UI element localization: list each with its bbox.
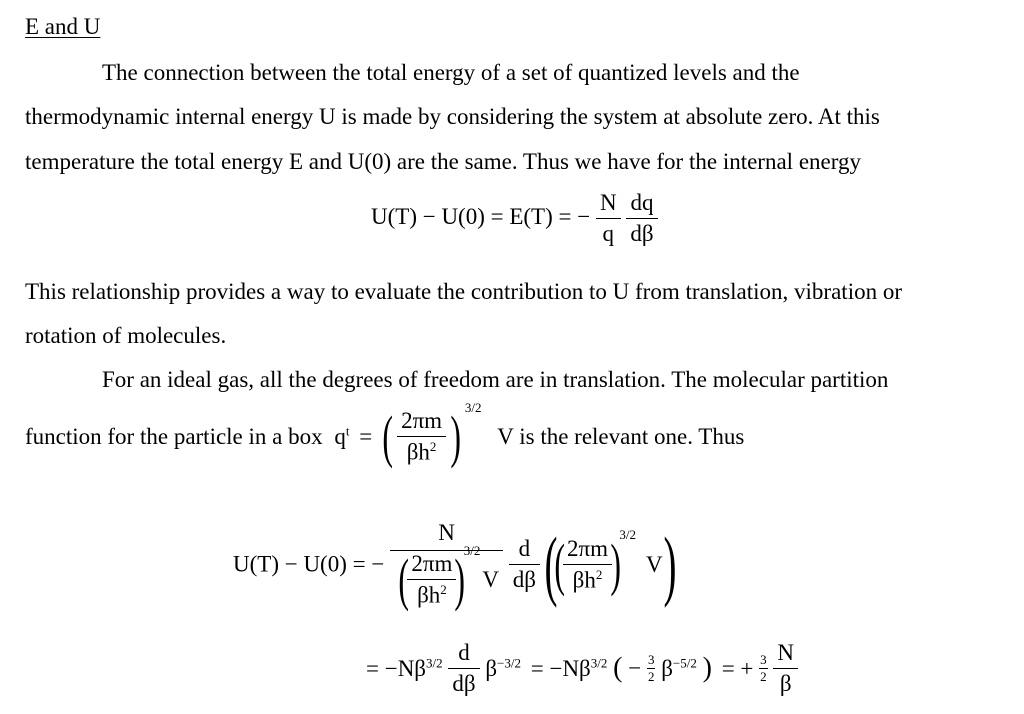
paragraph-3-line-2 [25,399,745,469]
eq3-exp2: −3/2 [497,655,521,671]
eq1-frac1-num: N [596,190,621,219]
qt-close-paren: ) [450,404,461,469]
equation-energy-relation [371,190,658,247]
equation-internal-energy-derivation [233,520,683,612]
eq2-lhs: U(T) − U(0) = − [233,551,385,577]
eq3-exp4: −5/2 [672,655,697,671]
paragraph-1-line-3: temperature the total energy E and U(0) are the same. Thus we have for the internal energy [25,149,861,174]
eq2-big-fraction [390,520,503,612]
eq3-exp1: 3/2 [426,655,443,671]
eq3-derivative [448,640,479,697]
eq2-rhs-den [563,565,612,594]
eq3-d-num: d [448,640,479,669]
eq2-big-den [390,542,503,612]
paragraph-2-line-1: This relationship provides a way to evaluate the contribution to U from translation, vibration or [25,279,902,304]
eq3-frac-den: 2 [647,669,655,684]
eq3-frac2-num: 3 [760,652,767,667]
eq3-frac-num: 3 [647,652,655,667]
eq2-rhs-num: 2πm [563,536,612,565]
eq2-den-exponent: 3/2 [463,542,481,558]
eq3-three-halves-2 [759,652,768,685]
eq3-beta: β [485,655,498,681]
eq2-inner-close-paren: ) [610,531,622,597]
qt-den [397,437,446,466]
eq3-mid-text: = −Nβ [530,655,591,681]
eq3-prefix-text: = −Nβ [366,655,427,681]
eq2-den-close-paren: ) [454,547,466,612]
eq3-paren-close: ) [702,652,712,684]
eq2-inner-open-paren: ( [554,531,565,597]
eq2-d-num: d [509,536,540,565]
eq3-final-num: N [773,640,798,669]
eq2-den-v: V [482,567,499,592]
eq1-lhs: U(T) − U(0) = E(T) = − [371,203,591,229]
eq1-frac1-den: q [602,221,615,246]
eq3-frac2-den: 2 [760,669,767,684]
qt-den-sup: 2 [429,439,437,455]
eq2-outer-close-paren: ) [663,520,677,608]
equation-final-result [366,640,798,697]
eq3-final-den: β [779,671,792,696]
section-heading: E and U [25,14,101,39]
eq3-d-den: dβ [452,671,476,696]
qt-equals: = [359,424,373,449]
qt-sup-t: t [345,423,350,439]
eq2-den-open-paren: ( [398,547,410,612]
eq2-inner-num: 2πm [407,551,456,580]
eq3-beta-term [485,656,521,681]
eq3-beta2-term [661,656,697,681]
eq1-frac2-num: dq [626,190,657,219]
qt-den-base: βh [406,439,430,465]
paragraph-2-line-2: rotation of molecules. [25,323,227,348]
eq3-neg-sign: − [628,655,642,681]
eq1-fraction-derivative [626,190,657,247]
eq2-rhs-fraction [563,536,612,594]
eq2-rhs-den-sup: 2 [595,566,603,582]
qt-num: 2πm [397,408,446,437]
paragraph-3-line-1: For an ideal gas, all the degrees of freedom are in translation. The molecular partition [102,367,889,392]
qt-exponent: 3/2 [464,399,482,415]
eq3-three-halves [647,652,656,685]
eq2-derivative [509,536,540,593]
qt-fraction [397,408,446,466]
eq2-outer-open-paren: ( [544,520,558,608]
paragraph-1-line-2: thermodynamic internal energy U is made by considering the system at absolute zero. At this [25,104,880,129]
eq2-inner-fraction [407,551,456,609]
eq2-rhs-den-base: βh [572,567,596,593]
paragraph-1-line-1: The connection between the total energy of a set of quantized levels and the [102,60,800,85]
eq3-n-over-beta [773,640,798,697]
eq1-frac2-den: dβ [630,221,654,246]
eq3-paren-open: ( [613,652,623,684]
p3-line2-post: V is the relevant one. Thus [497,424,745,449]
eq2-inner-den-base: βh [417,582,441,608]
eq2-d-den: dβ [512,567,536,592]
eq3-beta2: β [661,655,673,681]
eq1-fraction-n-over-q [596,190,621,247]
eq3-exp3: 3/2 [590,655,608,671]
eq2-rhs-v: V [645,551,663,577]
qt-symbol [334,424,349,449]
p3-line2-pre: function for the particle in a box [25,424,323,449]
eq2-big-num: N [390,520,503,551]
eq3-plus: = + [721,655,754,681]
qt-lhs: q [334,424,346,450]
eq2-inner-den-sup: 2 [440,582,447,598]
eq3-mid [531,656,608,681]
eq2-rhs-exponent: 3/2 [619,527,636,543]
eq2-inner-den [407,580,456,609]
eq3-prefix [366,656,443,681]
qt-open-paren: ( [382,404,393,469]
